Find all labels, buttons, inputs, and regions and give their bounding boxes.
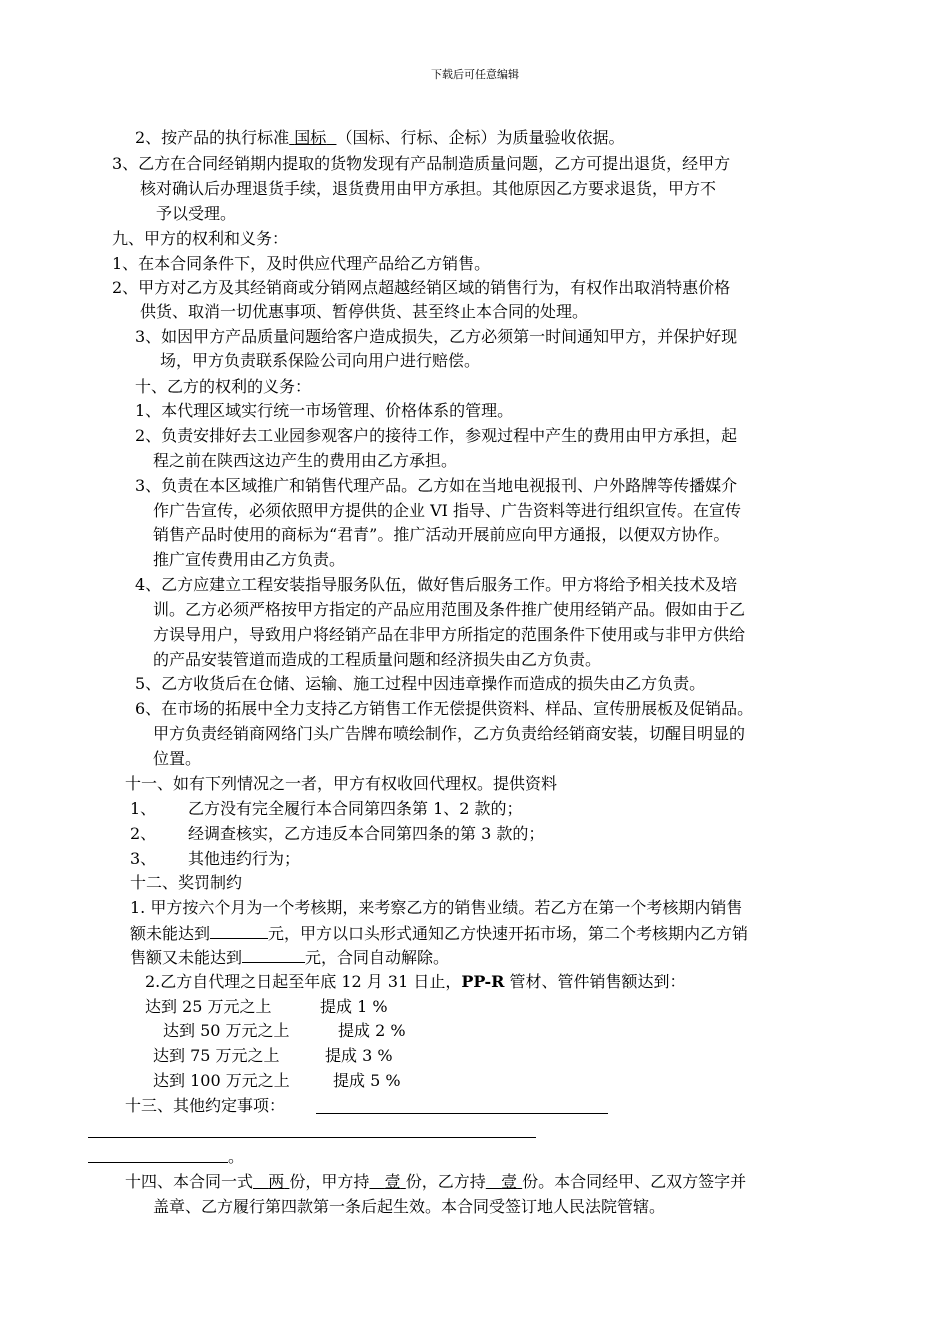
s12-para-1-line-2-suffix: 元，甲方以口头形式通知乙方快速开拓市场，第二个考核期内乙方销 <box>268 924 749 943</box>
s11-item-2: 经调查核实，乙方违反本合同第四条的第 3 款的； <box>188 824 545 843</box>
other-terms-blank-line-1 <box>316 1113 608 1114</box>
s11-number-3: 3、 <box>130 849 157 868</box>
s8-item-3-line-2: 核对确认后办理退货手续，退货费用由甲方承担。其他原因乙方要求退货，甲方不 <box>140 179 717 198</box>
party-b-copies: 壹 <box>501 1172 518 1191</box>
s14-copies-prefix: 十四、本合同一式 <box>125 1172 254 1191</box>
s14-party-b-prefix: 份，乙方持 <box>405 1172 486 1191</box>
s8-item-2-prefix: 2、按产品的执行标准 <box>135 128 290 147</box>
s8-item-2 <box>135 127 624 149</box>
s9-item-2-line-2: 供货、取消一切优惠事项、暂停供货、甚至终止本合同的处理。 <box>140 302 589 321</box>
s10-item-4-line-2: 训。乙方必须严格按甲方指定的产品应用范围及条件推广使用经销产品。假如由于乙 <box>153 600 746 619</box>
s10-item-4-line-3: 方误导用户，导致用户将经销产品在非甲方所指定的范围条件下使用或与非甲方供给 <box>153 625 746 644</box>
sales-target-1-blank <box>210 922 268 939</box>
s11-item-1: 乙方没有完全履行本合同第四条第 1、2 款的； <box>188 799 523 818</box>
s10-item-1: 1、本代理区域实行统一市场管理、价格体系的管理。 <box>135 401 514 420</box>
sales-target-2-blank <box>242 946 305 963</box>
s9-item-2-line-1: 2、甲方对乙方及其经销商或分销网点超越经销区域的销售行为，有权作出取消特惠价格 <box>112 278 731 297</box>
section-13-title: 十三、其他约定事项： <box>125 1096 286 1115</box>
s9-item-3-line-1: 3、如因甲方产品质量问题给客户造成损失，乙方必须第一时间通知甲方，并保护好现 <box>135 327 738 346</box>
s14-line-1-suffix: 份。本合同经甲、乙双方签字并 <box>522 1172 747 1191</box>
section-14-line-2: 盖章、乙方履行第四款第一条后起生效。本合同受签订地人民法院管辖。 <box>153 1197 666 1216</box>
s8-item-2-suffix: （国标、行标、企标）为质量验收依据。 <box>336 128 625 147</box>
other-terms-blank-line-3 <box>88 1162 228 1163</box>
s10-item-5: 5、乙方收货后在仓储、运输、施工过程中因违章操作而造成的损失由乙方负责。 <box>135 674 706 693</box>
s14-party-a-prefix: 份，甲方持 <box>289 1172 370 1191</box>
tier-3-rate: 提成 3 % <box>325 1046 393 1065</box>
s10-item-6-line-1: 6、在市场的拓展中全力支持乙方销售工作无偿提供资料、样品、宣传册展板及促销品。 <box>135 699 754 718</box>
s8-item-3-line-1: 3、乙方在合同经销期内提取的货物发现有产品制造质量问题，乙方可提出退货，经甲方 <box>112 154 731 173</box>
s10-item-2-line-2: 程之前在陕西这边产生的费用由乙方承担。 <box>153 451 458 470</box>
standard-value: 国标 <box>294 128 327 147</box>
s12-para-1-line-3-suffix: 元，合同自动解除。 <box>305 948 450 967</box>
party-a-copies: 壹 <box>384 1172 401 1191</box>
tier-1-amount: 达到 25 万元之上 <box>145 997 272 1016</box>
tier-1-rate: 提成 1 % <box>320 997 388 1016</box>
section-12-title: 十二、奖罚制约 <box>130 873 243 892</box>
s12-para-1-line-3 <box>130 946 449 969</box>
section-10-title: 十、乙方的权利的义务： <box>135 377 312 396</box>
page-header: 下载后可任意编辑 <box>431 68 519 81</box>
s9-item-3-line-2: 场，甲方负责联系保险公司向用户进行赔偿。 <box>160 351 481 370</box>
ppr-label: PP-R <box>461 972 505 991</box>
s10-item-3-line-2: 作广告宣传，必须依照甲方提供的企业 VI 指导、广告资料等进行组织宣传。在宣传 <box>153 501 742 520</box>
tier-4-rate: 提成 5 % <box>333 1071 401 1090</box>
other-terms-blank-line-2 <box>88 1137 536 1138</box>
s10-item-4-line-4: 的产品安装管道而造成的工程质量问题和经济损失由乙方负责。 <box>153 650 602 669</box>
s9-item-1: 1、在本合同条件下，及时供应代理产品给乙方销售。 <box>112 254 491 273</box>
s12-para-2-suffix: 管材、管件销售额达到： <box>504 972 686 991</box>
s10-item-2-line-1: 2、负责安排好去工业园参观客户的接待工作，参观过程中产生的费用由甲方承担，起 <box>135 426 738 445</box>
s10-item-6-line-3: 位置。 <box>153 749 202 768</box>
s11-number-2: 2、 <box>130 824 157 843</box>
section-14-line-1 <box>125 1171 746 1193</box>
section-11-title: 十一、如有下列情况之一者，甲方有权收回代理权。提供资料 <box>125 774 558 793</box>
s12-para-1-line-2-prefix: 额未能达到 <box>130 924 211 943</box>
s12-para-2-prefix: 2.乙方自代理之日起至年底 12 月 31 日止， <box>145 972 462 991</box>
s12-para-1-line-3-prefix: 售额又未能达到 <box>130 948 243 967</box>
other-terms-end-mark: 。 <box>228 1147 245 1166</box>
s10-item-6-line-2: 甲方负责经销商网络门头广告牌布喷绘制作，乙方负责给经销商安装，切醒目明显的 <box>153 724 746 743</box>
tier-3-amount: 达到 75 万元之上 <box>153 1046 280 1065</box>
s12-para-1-line-2 <box>130 922 748 945</box>
s8-item-3-line-3: 予以受理。 <box>156 204 237 223</box>
s11-item-3: 其他违约行为； <box>188 849 301 868</box>
tier-2-rate: 提成 2 % <box>338 1021 406 1040</box>
copies-count: 两 <box>268 1172 285 1191</box>
tier-4-amount: 达到 100 万元之上 <box>153 1071 290 1090</box>
s10-item-3-line-1: 3、负责在本区域推广和销售代理产品。乙方如在当地电视报刊、户外路牌等传播媒介 <box>135 476 738 495</box>
s10-item-3-line-4: 推广宣传费用由乙方负责。 <box>153 550 346 569</box>
s12-para-2 <box>145 971 686 993</box>
s12-para-1-line-1: 1. 甲方按六个月为一个考核期，来考察乙方的销售业绩。若乙方在第一个考核期内销售 <box>130 898 743 917</box>
tier-2-amount: 达到 50 万元之上 <box>163 1021 290 1040</box>
section-9-title: 九、甲方的权利和义务： <box>112 229 289 248</box>
s11-number-1: 1、 <box>130 799 157 818</box>
s10-item-4-line-1: 4、乙方应建立工程安装指导服务队伍，做好售后服务工作。甲方将给予相关技术及培 <box>135 575 738 594</box>
s10-item-3-line-3: 销售产品时使用的商标为“君青”。推广活动开展前应向甲方通报，以便双方协作。 <box>153 525 730 544</box>
